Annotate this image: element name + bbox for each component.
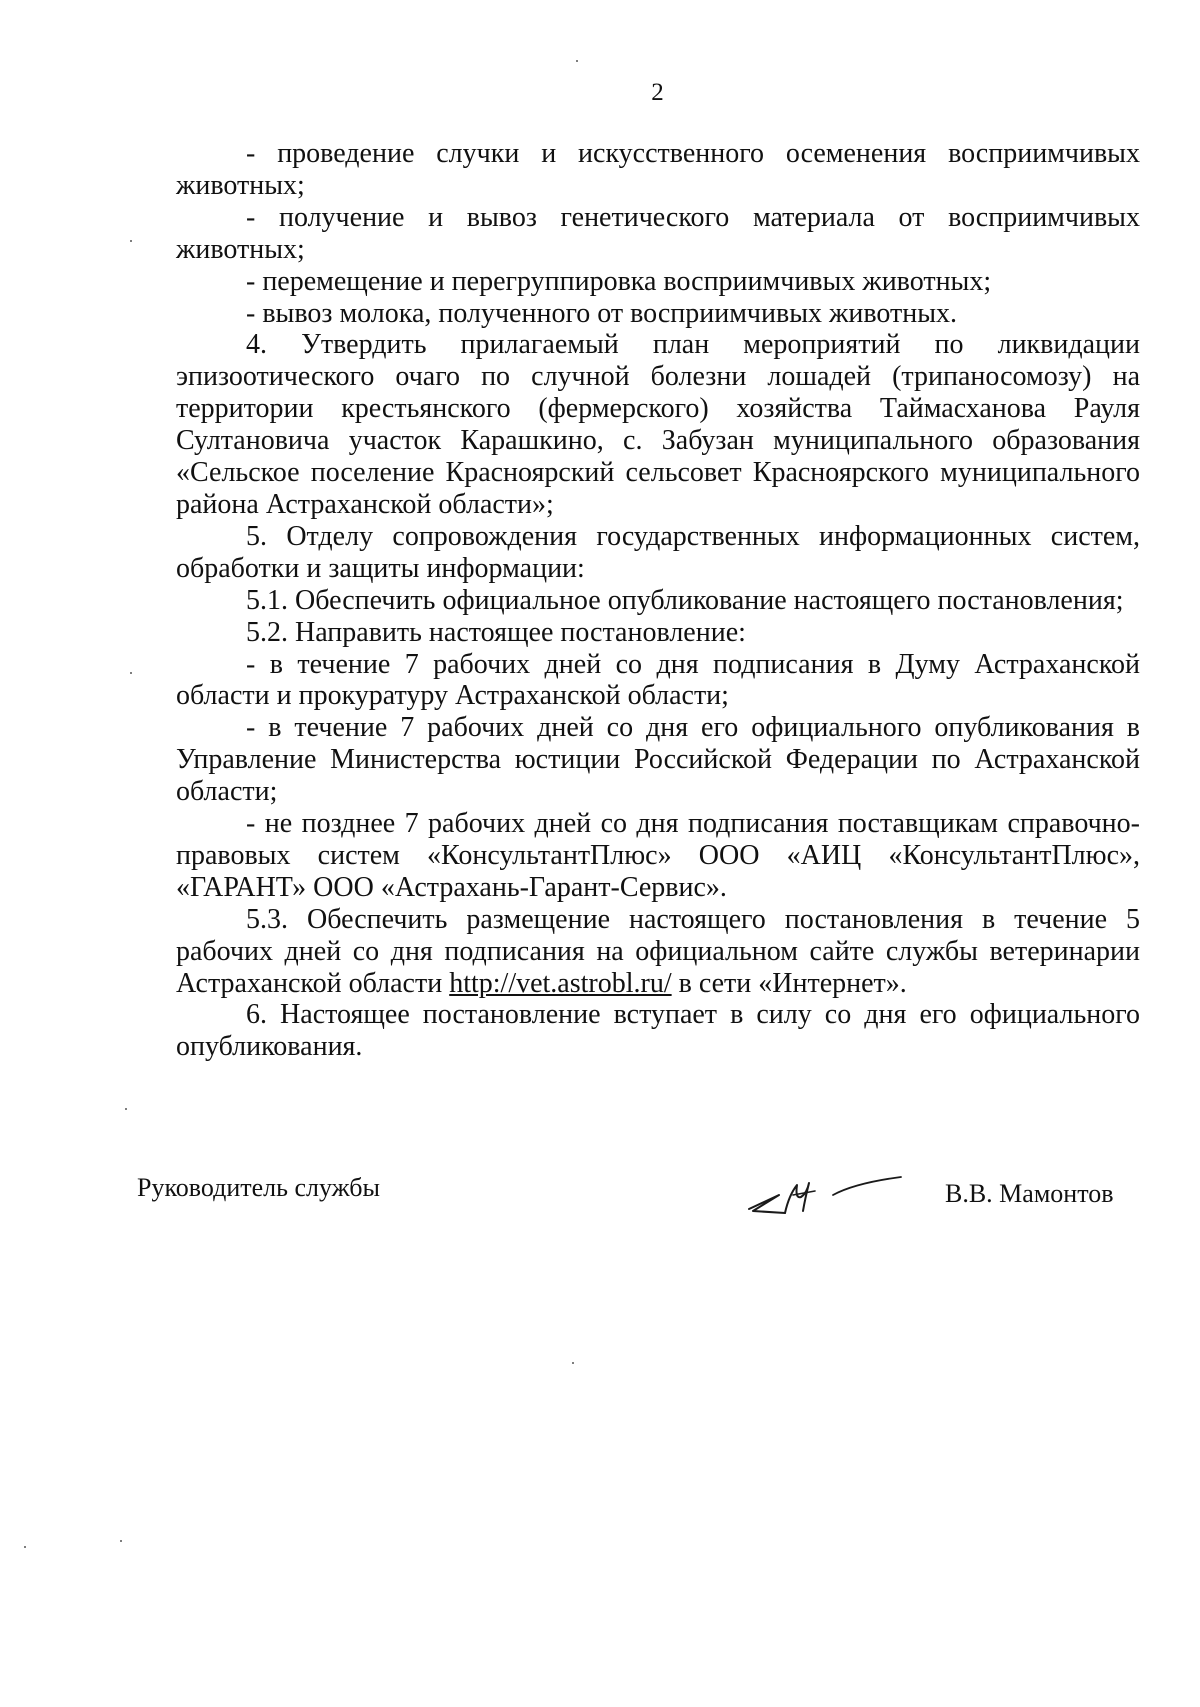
paragraph-movement-ban: - перемещение и перегруппировка восприимчивых животных; [246, 265, 992, 297]
paragraph-5-2-send: 5.2. Направить настоящее постановление: [246, 616, 746, 648]
paragraph-6-effective: 6. Настоящее постановление вступает в силу со дня его официального опубликования. [176, 999, 1140, 1063]
paragraph-mating-ban: - проведение случки и искусственного осеменения восприимчивых животных; [176, 138, 1140, 201]
page-number: 2 [651, 79, 664, 106]
scan-speck [130, 240, 132, 242]
scan-speck [576, 60, 578, 62]
paragraph-4-approve-plan: 4. Утвердить прилагаемый план мероприятий по ликвидации эпизоотического очаго по случной болезни лошадей (трипаносомозу) на территории крестьянского (фермерского) хозяйства Таймасханова Рауля Султановича участок Карашкино, с. Забузан муниципального образования «Сельское поселение Красноярский сельсовет Красноярского муниципального района Астраханской области»; [176, 329, 1140, 520]
paragraph-send-legal-systems: - не позднее 7 рабочих дней со дня подписания поставщикам справочно-правовых систем «КонсультантПлюс» ООО «АИЦ «КонсультантПлюс», «ГАРАНТ» ООО «Астрахань-Гарант-Сервис». [176, 808, 1140, 903]
paragraph-5-3-website [176, 904, 1140, 1000]
scan-speck [120, 1540, 122, 1542]
scan-speck [572, 1362, 574, 1364]
paragraph-5-3-text-after: в сети «Интернет». [671, 967, 907, 999]
paragraph-genetic-material-ban: - получение и вывоз генетического материала от восприимчивых животных; [176, 201, 1140, 265]
paragraph-send-justice-ministry: - в течение 7 рабочих дней со дня его официального опубликования в Управление Министерства юстиции Российской Федерации по Астраханской области; [176, 712, 1140, 808]
paragraph-5-3-text-before: 5.3. Обеспечить размещение настоящего постановления в течение 5 рабочих дней со дня подписания на официальном сайте службы ветеринарии Астраханской области [176, 903, 1140, 999]
website-link[interactable]: http://vet.astrobl.ru/ [449, 967, 672, 999]
signer-name: В.В. Мамонтов [945, 1179, 1114, 1208]
paragraph-5-department: 5. Отделу сопровождения государственных информационных систем, обработки и защиты информации: [176, 520, 1140, 584]
scan-speck [125, 1108, 127, 1110]
paragraph-send-duma: - в течение 7 рабочих дней со дня подписания в Думу Астраханской области и прокуратуру Астраханской области; [176, 648, 1140, 712]
handwritten-signature [745, 1165, 915, 1225]
document-body [176, 138, 1140, 1063]
scan-speck [24, 1546, 26, 1548]
scan-speck [130, 672, 132, 674]
paragraph-5-1-publication: 5.1. Обеспечить официальное опубликование настоящего постановления; [246, 584, 1124, 616]
paragraph-milk-ban: - вывоз молока, полученного от восприимчивых животных. [246, 297, 958, 329]
signature-block [0, 1165, 1200, 1245]
signer-title: Руководитель службы [137, 1173, 380, 1202]
